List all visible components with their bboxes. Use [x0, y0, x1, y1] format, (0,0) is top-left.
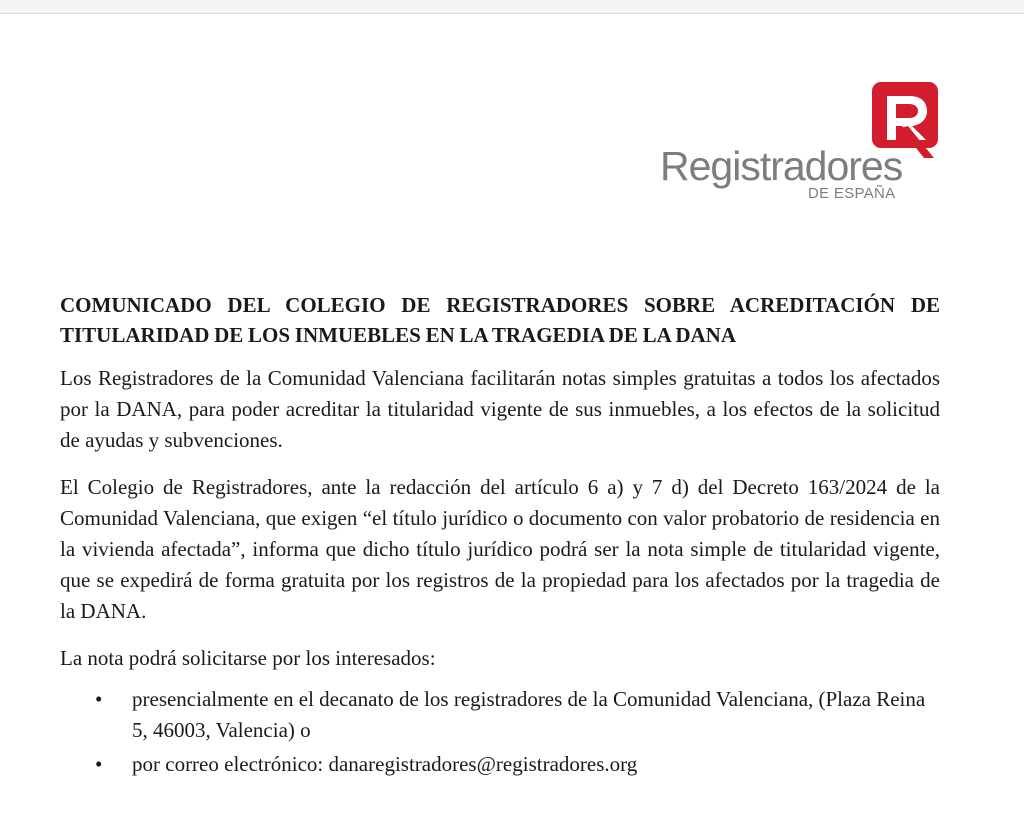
list-item [95, 749, 940, 780]
paragraph-1: Los Registradores de la Comunidad Valenciana facilitarán notas simples gratuitas a todos los afectados por la DANA, para poder acreditar la titularidad vigente de sus inmuebles, a los efectos de la solicitud de ayudas y subvenciones. [60, 366, 940, 452]
document-title: COMUNICADO DEL COLEGIO DE REGISTRADORES SOBRE ACREDITACIÓN DE TITULARIDAD DE LOS INMUEBLES EN LA TRAGEDIA DE LA DANA [60, 293, 940, 347]
registradores-logo [660, 82, 950, 207]
list-item-text: por correo electrónico: danaregistradores@registradores.org [132, 752, 638, 776]
logo-wordmark: Registradores [660, 143, 903, 189]
paragraph-3: La nota podrá solicitarse por los interesados: [60, 646, 436, 670]
list-item [95, 684, 940, 746]
logo-subtitle: DE ESPAÑA [808, 185, 896, 202]
document-body [60, 290, 940, 783]
bullet-icon: • [95, 752, 103, 776]
list-item-text: presencialmente en el decanato de los registradores de la Comunidad Valenciana, (Plaza Reina 5, 46003, Valencia) o [132, 687, 926, 742]
window-top-edge [0, 0, 1024, 14]
bullet-icon: • [95, 687, 103, 711]
paragraph-2: El Colegio de Registradores, ante la redacción del artículo 6 a) y 7 d) del Decreto 163/2024 de la Comunidad Valenciana, que exigen “el título jurídico o documento con valor probatorio de residencia en la vivienda afectada”, informa que dicho título jurídico podrá ser la nota simple de titularidad vigente, que se expedirá de forma gratuita por los registros de la propiedad para los afectados por la tragedia de la DANA. [60, 475, 940, 623]
request-methods-list [60, 684, 940, 780]
